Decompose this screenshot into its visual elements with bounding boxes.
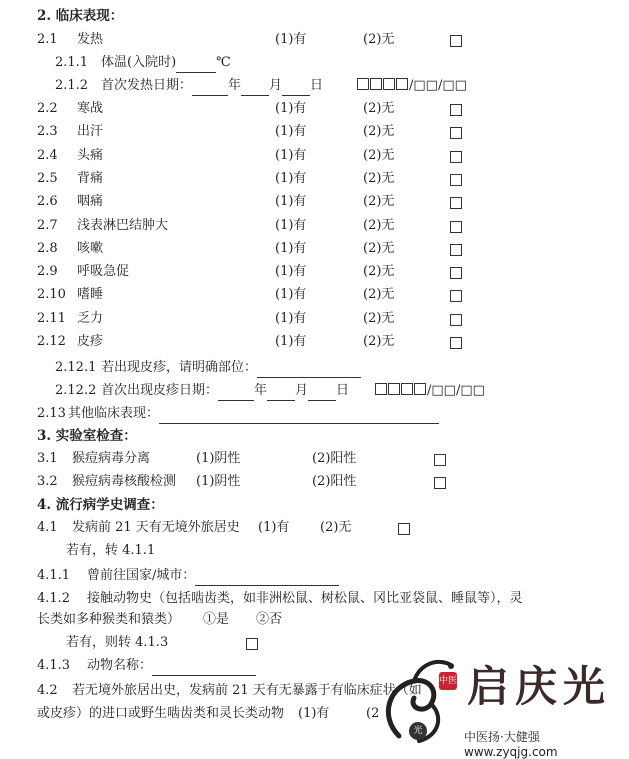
item-number: 2.1.1 <box>55 55 89 70</box>
answer-box[interactable] <box>450 127 462 139</box>
rash-site-field[interactable] <box>257 363 361 378</box>
answer-box[interactable] <box>450 35 462 47</box>
item-number: 2.11 <box>37 310 66 326</box>
item-label: 发病前 21 天有无境外旅居史 <box>72 520 240 535</box>
answer-box[interactable] <box>246 638 258 650</box>
item-number: 2.12 <box>37 334 66 349</box>
answer-box[interactable] <box>450 314 462 326</box>
item-label: 首次发热日期： 年 月 日 <box>101 76 323 96</box>
option-yes[interactable]: (1)有 <box>275 217 307 233</box>
option-no[interactable]: ②否 <box>256 612 283 627</box>
option-no[interactable]: (2)无 <box>363 287 395 303</box>
item-fever-date <box>0 76 629 96</box>
item-label: 动物名称： <box>87 656 256 676</box>
option-no[interactable]: (2)无 <box>363 101 395 116</box>
option-yes[interactable]: (1)有 <box>275 310 307 326</box>
answer-box[interactable] <box>450 290 462 302</box>
year-field[interactable] <box>218 386 254 401</box>
item-number: 3.1 <box>37 451 58 466</box>
temperature-field[interactable] <box>176 58 216 73</box>
option-yes[interactable]: (1)有 <box>275 124 307 140</box>
visited-places-field[interactable] <box>195 571 339 586</box>
watermark <box>369 646 629 759</box>
option-no[interactable]: (2)无 <box>363 334 395 349</box>
option-yes[interactable]: (1)有 <box>275 334 307 349</box>
item-label: 皮疹 <box>77 334 104 349</box>
item-number: 3.2 <box>37 474 58 489</box>
unit-label: ℃ <box>216 55 231 70</box>
symptom-row <box>0 285 629 305</box>
option-no[interactable]: (2)无 <box>363 194 395 210</box>
item-label: 背痛 <box>77 170 104 186</box>
item-label: 猴痘病毒分离 <box>72 451 151 466</box>
item-number: 2.1.2 <box>55 78 89 93</box>
item-label: 首次出现皮疹日期： 年 月 日 <box>101 381 349 401</box>
item-label: 若出现皮疹，请明确部位： <box>101 358 361 378</box>
item-number: 2.7 <box>37 217 58 233</box>
option-yes[interactable]: (1)有 <box>275 264 307 280</box>
watermark-name: 启庆光 <box>467 662 612 711</box>
option-yes[interactable]: (1)有 <box>275 287 307 303</box>
item-number: 2.1 <box>37 32 58 47</box>
item-number: 2.6 <box>37 194 58 210</box>
symptom-row <box>0 99 629 119</box>
item-label: 若无境外旅居出史，发病前 21 天有无暴露于有临床症状（如 <box>72 683 422 698</box>
item-label: 长类如多种猴类和猿类） <box>37 612 181 627</box>
item-label: 浅表淋巴结肿大 <box>77 217 169 233</box>
item-label: 呼吸急促 <box>77 264 130 280</box>
option-no[interactable]: (2)无 <box>363 240 395 256</box>
item-rash-site <box>0 358 629 378</box>
item-label: 或皮疹）的进口或野生啮齿类和灵长类动物 <box>37 706 285 721</box>
option-yes[interactable]: (1)有 <box>275 147 307 163</box>
item-number: 2.8 <box>37 240 58 256</box>
option-yes[interactable]: (1)有 <box>258 520 290 535</box>
answer-box[interactable] <box>450 244 462 256</box>
section-2-title: 2. 临床表现： <box>37 8 124 24</box>
item-animal-contact-cont <box>0 610 629 630</box>
item-label: 寒战 <box>77 101 104 116</box>
section-4-title: 4. 流行病学史调查： <box>37 497 164 513</box>
option-no[interactable]: (2)无 <box>363 32 395 47</box>
day-field[interactable] <box>308 386 336 401</box>
answer-box[interactable] <box>450 104 462 116</box>
item-label: 曾前往国家/城市： <box>87 566 339 586</box>
answer-box[interactable] <box>450 197 462 209</box>
other-symptoms-field[interactable] <box>159 409 439 424</box>
item-number: 2.9 <box>37 264 58 280</box>
item-label: 乏力 <box>77 310 104 326</box>
item-label: 接触动物史（包括啮齿类，如非洲松鼠、树松鼠、冈比亚袋鼠、睡鼠等），灵 <box>87 591 523 606</box>
option-no[interactable]: (2)无 <box>363 170 395 186</box>
circle-seal: 光 <box>409 722 427 740</box>
option-yes[interactable]: (1)有 <box>275 101 307 116</box>
answer-box[interactable] <box>450 151 462 163</box>
date-code-boxes[interactable]: /□□/□□ <box>375 381 485 401</box>
option-yes[interactable]: (1)有 <box>275 240 307 256</box>
item-temperature <box>0 53 629 73</box>
item-visited-places <box>0 566 629 586</box>
symptom-row <box>0 262 629 282</box>
item-travel-history <box>0 518 629 538</box>
lab-test-row <box>0 449 629 469</box>
option-yes[interactable]: ①是 <box>203 612 230 627</box>
item-label: 其他临床表现： <box>68 404 439 424</box>
option-no[interactable]: (2)无 <box>320 520 352 535</box>
item-fever <box>0 30 629 50</box>
item-label: 咳嗽 <box>77 240 104 256</box>
answer-box[interactable] <box>398 523 410 535</box>
item-number: 4.1.2 <box>37 591 71 606</box>
month-field[interactable] <box>267 386 295 401</box>
animal-contact-note: 若有，则转 4.1.3 <box>66 635 169 650</box>
year-field[interactable] <box>192 81 228 96</box>
option-positive[interactable]: (2)阳性 <box>312 451 357 466</box>
item-label: 嗜睡 <box>77 287 104 303</box>
answer-box[interactable] <box>434 454 446 466</box>
item-number: 2.12.1 <box>55 360 97 375</box>
symptom-row <box>0 216 629 236</box>
item-number: 2.4 <box>37 147 58 163</box>
item-label: 头痛 <box>77 147 104 163</box>
section-3-title: 3. 实验室检查： <box>37 428 137 444</box>
option-yes[interactable]: (1)有 <box>275 32 307 47</box>
answer-box[interactable] <box>450 221 462 233</box>
lab-test-row <box>0 472 629 492</box>
option-no[interactable]: (2)无 <box>363 124 395 140</box>
animal-name-field[interactable] <box>152 661 256 676</box>
day-field[interactable] <box>282 81 310 96</box>
item-label: 发热 <box>77 32 104 47</box>
option-no[interactable]: (2)无 <box>363 147 395 163</box>
symptom-row <box>0 239 629 259</box>
answer-box[interactable] <box>434 477 446 489</box>
answer-box[interactable] <box>450 337 462 349</box>
month-field[interactable] <box>241 81 269 96</box>
option-no[interactable]: (2 <box>366 706 380 721</box>
item-other-symptoms <box>0 404 629 424</box>
option-no[interactable]: (2)无 <box>363 310 395 326</box>
option-no[interactable]: (2)无 <box>363 217 395 233</box>
item-animal-contact <box>0 589 629 609</box>
item-label: 猴痘病毒核酸检测 <box>72 474 177 489</box>
option-negative[interactable]: (1)阴性 <box>196 451 241 466</box>
symptom-row <box>0 309 629 329</box>
symptom-row <box>0 146 629 166</box>
item-label: 出汗 <box>77 124 104 140</box>
item-label: 咽痛 <box>77 194 104 210</box>
option-no[interactable]: (2)无 <box>363 264 395 280</box>
option-yes[interactable]: (1)有 <box>298 706 330 721</box>
item-number: 2.5 <box>37 170 58 186</box>
item-label: 体温(入院时) ℃ <box>101 53 231 73</box>
option-yes[interactable]: (1)有 <box>275 194 307 210</box>
item-number: 2.2 <box>37 101 58 116</box>
date-code-boxes[interactable]: /□□/□□ <box>357 76 467 96</box>
travel-note: 若有，转 4.1.1 <box>66 543 156 558</box>
option-yes[interactable]: (1)有 <box>275 170 307 186</box>
seal-stamp: 中医 <box>439 672 457 690</box>
item-number: 2.10 <box>37 287 66 303</box>
item-number: 2.3 <box>37 124 58 140</box>
symptom-row <box>0 122 629 142</box>
item-number: 4.1 <box>37 520 58 535</box>
option-positive[interactable]: (2)阳性 <box>312 474 357 489</box>
item-number: 2.12.2 <box>55 383 97 398</box>
item-number: 4.1.3 <box>37 658 71 673</box>
answer-box[interactable] <box>450 174 462 186</box>
answer-box[interactable] <box>450 267 462 279</box>
symptom-row <box>0 192 629 212</box>
item-number: 4.1.1 <box>37 568 71 583</box>
watermark-subtitle: 中医扬·大健强 www.zyqjg.com <box>464 730 558 759</box>
symptom-row <box>0 332 629 352</box>
symptom-row <box>0 169 629 189</box>
option-negative[interactable]: (1)阴性 <box>196 474 241 489</box>
item-number: 4.2 <box>37 683 58 698</box>
item-number: 2.13 <box>37 406 66 421</box>
item-rash-date <box>0 381 629 401</box>
